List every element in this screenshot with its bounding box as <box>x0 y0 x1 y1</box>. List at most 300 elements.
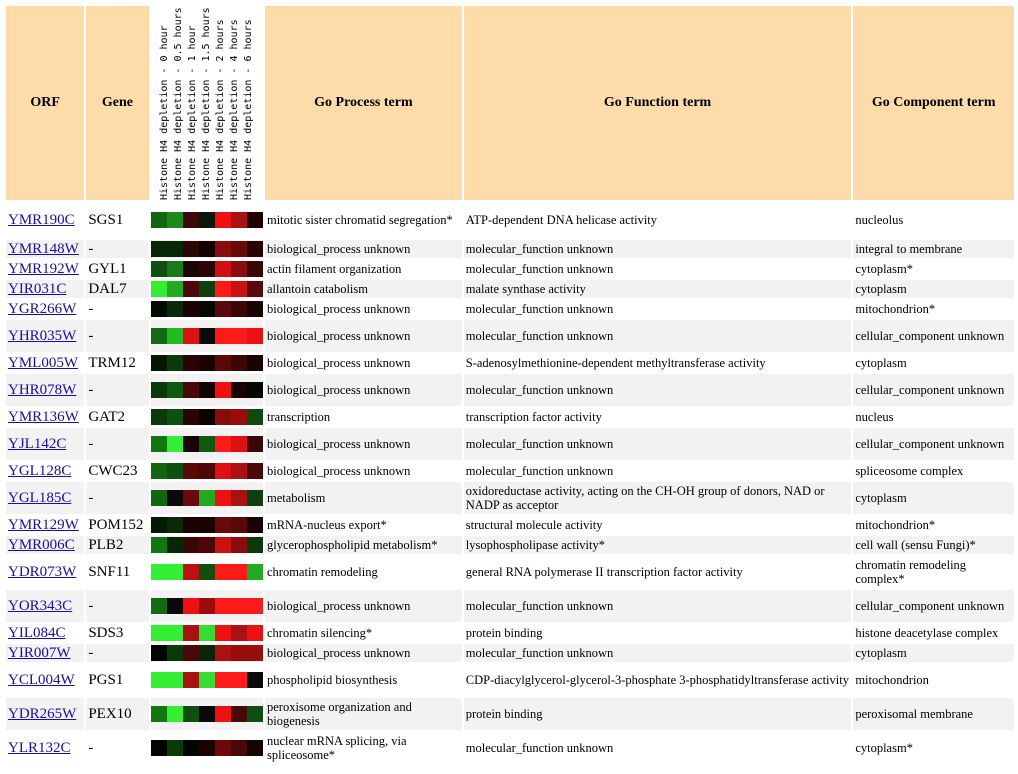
heatmap-swatch <box>183 328 199 344</box>
orf-cell <box>6 462 84 480</box>
heatmap-cell <box>151 374 263 406</box>
heatmap-swatch <box>231 281 247 297</box>
heatmap-swatch <box>215 281 231 297</box>
heatmap-swatch <box>247 261 263 277</box>
heatmap-cell <box>151 482 263 514</box>
table-row <box>6 462 1014 480</box>
timepoint-label: Histone H4 depletion - 0 hour <box>158 25 170 200</box>
table-row <box>6 260 1014 278</box>
heatmap-swatch <box>199 301 215 317</box>
orf-link[interactable]: YIR007W <box>8 645 71 661</box>
table-row <box>6 644 1014 662</box>
heatmap-swatch <box>151 645 167 661</box>
heatmap-swatch <box>167 261 183 277</box>
heatmap-swatch <box>215 241 231 257</box>
component-cell: integral to membrane <box>853 240 1014 258</box>
heatmap-swatch <box>151 625 167 641</box>
heatmap-cell <box>151 462 263 480</box>
component-cell: cellular_component unknown <box>853 320 1014 352</box>
heatmap-swatch <box>215 382 231 398</box>
orf-header: ORF <box>6 6 84 200</box>
component-cell: cytoplasm <box>853 354 1014 372</box>
heatmap-cell <box>151 320 263 352</box>
orf-link[interactable]: YHR078W <box>8 382 77 398</box>
orf-cell <box>6 202 84 238</box>
orf-link[interactable]: YMR192W <box>8 261 79 277</box>
heatmap-swatch <box>183 625 199 641</box>
heatmap-swatch <box>167 436 183 452</box>
timepoint-label: Histone H4 depletion - 1.5 hours <box>200 7 212 200</box>
heatmap-swatch <box>247 740 263 756</box>
heatmap-cell <box>151 428 263 460</box>
heatmap-swatch <box>231 740 247 756</box>
orf-link[interactable]: YMR136W <box>8 409 79 425</box>
orf-link[interactable]: YGL128C <box>8 463 72 479</box>
process-cell: biological_process unknown <box>265 374 462 406</box>
heatmap-swatch <box>167 645 183 661</box>
gene-cell: CWC23 <box>86 462 148 480</box>
heatmap-swatch <box>183 598 199 614</box>
gene-cell: PGS1 <box>86 664 148 696</box>
heatmap-swatch <box>183 564 199 580</box>
heatmap-swatch <box>151 490 167 506</box>
heatmap-swatch <box>151 261 167 277</box>
heatmap-cell <box>151 732 263 764</box>
table-row <box>6 428 1014 460</box>
heatmap-swatch <box>215 564 231 580</box>
heatmap-swatch <box>199 261 215 277</box>
function-cell: molecular_function unknown <box>464 374 852 406</box>
gene-cell: - <box>86 644 148 662</box>
heatmap-swatch <box>167 382 183 398</box>
function-cell: molecular_function unknown <box>464 240 852 258</box>
orf-link[interactable]: YIR031C <box>8 281 67 297</box>
orf-cell <box>6 320 84 352</box>
table-row <box>6 664 1014 696</box>
heatmap-swatch <box>151 355 167 371</box>
process-cell: peroxisome organization and biogenesis <box>265 698 462 730</box>
heatmap-cell <box>151 354 263 372</box>
heatmap-swatch <box>231 382 247 398</box>
function-cell: molecular_function unknown <box>464 320 852 352</box>
heatmap-cell <box>151 280 263 298</box>
heatmap-cell <box>151 202 263 238</box>
heatmap-swatch <box>167 564 183 580</box>
heatmap-strip <box>151 261 263 277</box>
heatmap-swatch <box>151 740 167 756</box>
table-row <box>6 624 1014 642</box>
heatmap-swatch <box>183 261 199 277</box>
orf-link[interactable]: YDR265W <box>8 706 77 722</box>
component-cell: cytoplasm <box>853 644 1014 662</box>
function-cell: transcription factor activity <box>464 408 852 426</box>
orf-link[interactable]: YDR073W <box>8 564 77 580</box>
process-cell: glycerophospholipid metabolism* <box>265 536 462 554</box>
heatmap-swatch <box>167 625 183 641</box>
process-cell: metabolism <box>265 482 462 514</box>
function-cell: molecular_function unknown <box>464 428 852 460</box>
orf-link[interactable]: YMR148W <box>8 241 79 257</box>
process-cell: biological_process unknown <box>265 428 462 460</box>
timepoint-label: Histone H4 depletion - 1 hour <box>186 25 198 200</box>
heatmap-strip <box>151 409 263 425</box>
heatmap-swatch <box>215 490 231 506</box>
heatmap-swatch <box>151 598 167 614</box>
table-row <box>6 732 1014 764</box>
component-cell: spliceosome complex <box>853 462 1014 480</box>
heatmap-swatch <box>167 517 183 533</box>
gene-cell: DAL7 <box>86 280 148 298</box>
table-row <box>6 202 1014 238</box>
table-row <box>6 300 1014 318</box>
heatmap-swatch <box>183 409 199 425</box>
heatmap-swatch <box>231 328 247 344</box>
orf-link[interactable]: YMR006C <box>8 537 75 553</box>
heatmap-swatch <box>215 355 231 371</box>
component-cell: cellular_component unknown <box>853 374 1014 406</box>
component-cell: mitochondrion <box>853 664 1014 696</box>
heatmap-swatch <box>167 463 183 479</box>
heatmap-swatch <box>199 537 215 553</box>
orf-link[interactable]: YGL185C <box>8 490 72 506</box>
heatmap-swatch <box>199 564 215 580</box>
function-cell: malate synthase activity <box>464 280 852 298</box>
orf-cell <box>6 516 84 534</box>
heatmap-strip <box>151 706 263 722</box>
gene-cell: GYL1 <box>86 260 148 278</box>
gene-cell: GAT2 <box>86 408 148 426</box>
heatmap-strip <box>151 328 263 344</box>
component-cell: chromatin remodeling complex* <box>853 556 1014 588</box>
process-cell: biological_process unknown <box>265 590 462 622</box>
heatmap-swatch <box>183 672 199 688</box>
timepoint-label: Histone H4 depletion - 4 hours <box>228 19 240 200</box>
orf-link[interactable]: YGR266W <box>8 301 77 317</box>
function-cell: ATP-dependent DNA helicase activity <box>464 202 852 238</box>
heatmap-swatch <box>215 409 231 425</box>
gene-header: Gene <box>86 6 148 200</box>
function-header: Go Function term <box>464 6 852 200</box>
component-cell: peroxisomal membrane <box>853 698 1014 730</box>
heatmap-swatch <box>183 537 199 553</box>
heatmap-cell <box>151 408 263 426</box>
heatmap-swatch <box>247 625 263 641</box>
process-cell: biological_process unknown <box>265 320 462 352</box>
orf-cell <box>6 590 84 622</box>
heatmap-swatch <box>167 598 183 614</box>
heatmap-swatch <box>247 382 263 398</box>
gene-cell: - <box>86 240 148 258</box>
heatmap-swatch <box>215 328 231 344</box>
heatmap-swatch <box>247 409 263 425</box>
process-cell: biological_process unknown <box>265 644 462 662</box>
orf-link[interactable]: YCL004W <box>8 672 75 688</box>
component-cell: mitochondrion* <box>853 516 1014 534</box>
orf-link[interactable]: YOR343C <box>8 598 73 614</box>
timepoint-label: Histone H4 depletion - 2 hours <box>214 19 226 200</box>
heatmap-swatch <box>199 409 215 425</box>
heatmap-swatch <box>199 706 215 722</box>
heatmap-swatch <box>151 409 167 425</box>
component-cell: cytoplasm <box>853 280 1014 298</box>
gene-cell: - <box>86 590 148 622</box>
heatmap-swatch <box>231 537 247 553</box>
table-row <box>6 590 1014 622</box>
heatmap-swatch <box>183 281 199 297</box>
gene-cell: TRM12 <box>86 354 148 372</box>
heatmap-swatch <box>231 517 247 533</box>
heatmap-swatch <box>199 517 215 533</box>
heatmap-swatch <box>247 281 263 297</box>
heatmap-swatch <box>199 382 215 398</box>
process-cell: phospholipid biosynthesis <box>265 664 462 696</box>
orf-cell <box>6 354 84 372</box>
heatmap-swatch <box>183 645 199 661</box>
heatmap-swatch <box>167 355 183 371</box>
function-cell: CDP-diacylglycerol-glycerol-3-phosphate 3-phosphatidyltransferase activity <box>464 664 852 696</box>
heatmap-strip <box>151 382 263 398</box>
heatmap-swatch <box>151 672 167 688</box>
heatmap-swatch <box>231 301 247 317</box>
timepoint-label: Histone H4 depletion - 0.5 hours <box>172 7 184 200</box>
gene-cell: SGS1 <box>86 202 148 238</box>
orf-cell <box>6 408 84 426</box>
timepoint-headers <box>151 6 263 200</box>
process-cell: biological_process unknown <box>265 240 462 258</box>
heatmap-swatch <box>215 598 231 614</box>
orf-cell <box>6 698 84 730</box>
heatmap-swatch <box>199 490 215 506</box>
orf-cell <box>6 482 84 514</box>
heatmap-swatch <box>199 355 215 371</box>
function-cell: oxidoreductase activity, acting on the CH-OH group of donors, NAD or NADP as acceptor <box>464 482 852 514</box>
heatmap-swatch <box>167 672 183 688</box>
heatmap-swatch <box>167 537 183 553</box>
heatmap-swatch <box>199 672 215 688</box>
heatmap-strip <box>151 672 263 688</box>
heatmap-cell <box>151 536 263 554</box>
heatmap-strip <box>151 564 263 580</box>
heatmap-swatch <box>151 328 167 344</box>
table-row <box>6 516 1014 534</box>
orf-link[interactable]: YMR190C <box>8 212 75 228</box>
function-cell: molecular_function unknown <box>464 644 852 662</box>
process-cell: mitotic sister chromatid segregation* <box>265 202 462 238</box>
heatmap-swatch <box>183 517 199 533</box>
gene-cell: PLB2 <box>86 536 148 554</box>
heatmap-swatch <box>215 706 231 722</box>
heatmap-swatch <box>215 436 231 452</box>
header-row <box>6 6 1014 200</box>
timepoint-label: Histone H4 depletion - 6 hours <box>242 19 254 200</box>
heatmap-swatch <box>231 706 247 722</box>
heatmap-strip <box>151 645 263 661</box>
heatmap-swatch <box>247 241 263 257</box>
heatmap-swatch <box>247 645 263 661</box>
table-row <box>6 698 1014 730</box>
heatmap-swatch <box>151 281 167 297</box>
heatmap-swatch <box>151 706 167 722</box>
heatmap-swatch <box>199 212 215 228</box>
heatmap-swatch <box>151 301 167 317</box>
heatmap-swatch <box>215 517 231 533</box>
table-row <box>6 536 1014 554</box>
heatmap-swatch <box>183 301 199 317</box>
function-cell: protein binding <box>464 698 852 730</box>
heatmap-swatch <box>167 281 183 297</box>
component-cell: cellular_component unknown <box>853 590 1014 622</box>
heatmap-swatch <box>231 598 247 614</box>
process-cell: biological_process unknown <box>265 462 462 480</box>
function-cell: general RNA polymerase II transcription factor activity <box>464 556 852 588</box>
heatmap-swatch <box>247 355 263 371</box>
function-cell: molecular_function unknown <box>464 260 852 278</box>
heatmap-swatch <box>231 212 247 228</box>
orf-link[interactable]: YJL142C <box>8 436 67 452</box>
gene-cell: - <box>86 300 148 318</box>
heatmap-strip <box>151 241 263 257</box>
heatmap-swatch <box>199 645 215 661</box>
heatmap-swatch <box>231 645 247 661</box>
heatmap-cell <box>151 240 263 258</box>
heatmap-cell <box>151 590 263 622</box>
heatmap-strip <box>151 625 263 641</box>
heatmap-swatch <box>215 740 231 756</box>
heatmap-strip <box>151 355 263 371</box>
process-cell: transcription <box>265 408 462 426</box>
orf-link[interactable]: YLR132C <box>8 740 71 756</box>
orf-cell <box>6 260 84 278</box>
heatmap-swatch <box>215 537 231 553</box>
heatmap-swatch <box>167 328 183 344</box>
heatmap-swatch <box>151 517 167 533</box>
table-row <box>6 374 1014 406</box>
orf-link[interactable]: YMR129W <box>8 517 79 533</box>
heatmap-cell <box>151 556 263 588</box>
component-cell: nucleus <box>853 408 1014 426</box>
heatmap-strip <box>151 212 263 228</box>
function-cell: protein binding <box>464 624 852 642</box>
orf-link[interactable]: YML005W <box>8 355 78 371</box>
heatmap-swatch <box>167 490 183 506</box>
gene-expression-table <box>4 4 1016 766</box>
orf-cell <box>6 300 84 318</box>
heatmap-strip <box>151 301 263 317</box>
table-row <box>6 280 1014 298</box>
heatmap-swatch <box>215 212 231 228</box>
heatmap-swatch <box>199 328 215 344</box>
heatmap-swatch <box>247 463 263 479</box>
heatmap-swatch <box>231 672 247 688</box>
heatmap-cell <box>151 698 263 730</box>
heatmap-swatch <box>247 598 263 614</box>
heatmap-swatch <box>231 625 247 641</box>
orf-link[interactable]: YHR035W <box>8 328 77 344</box>
heatmap-swatch <box>183 706 199 722</box>
heatmap-swatch <box>167 241 183 257</box>
heatmap-strip <box>151 517 263 533</box>
orf-cell <box>6 428 84 460</box>
process-cell: chromatin silencing* <box>265 624 462 642</box>
function-cell: molecular_function unknown <box>464 590 852 622</box>
process-cell: mRNA-nucleus export* <box>265 516 462 534</box>
function-cell: structural molecule activity <box>464 516 852 534</box>
heatmap-swatch <box>199 241 215 257</box>
heatmap-swatch <box>215 463 231 479</box>
heatmap-strip <box>151 598 263 614</box>
heatmap-swatch <box>215 301 231 317</box>
heatmap-swatch <box>151 564 167 580</box>
heatmap-swatch <box>231 409 247 425</box>
gene-cell: - <box>86 374 148 406</box>
heatmap-strip <box>151 740 263 756</box>
heatmap-strip <box>151 436 263 452</box>
gene-cell: PEX10 <box>86 698 148 730</box>
process-cell: nuclear mRNA splicing, via spliceosome* <box>265 732 462 764</box>
gene-cell: POM152 <box>86 516 148 534</box>
heatmap-strip <box>151 281 263 297</box>
orf-cell <box>6 624 84 642</box>
heatmap-swatch <box>151 436 167 452</box>
heatmap-swatch <box>231 355 247 371</box>
heatmap-cell <box>151 516 263 534</box>
heatmap-swatch <box>247 537 263 553</box>
heatmap-swatch <box>247 564 263 580</box>
heatmap-swatch <box>199 436 215 452</box>
heatmap-strip <box>151 537 263 553</box>
gene-cell: SDS3 <box>86 624 148 642</box>
heatmap-swatch <box>247 706 263 722</box>
heatmap-swatch <box>151 463 167 479</box>
heatmap-swatch <box>215 645 231 661</box>
heatmap-swatch <box>167 301 183 317</box>
component-cell: cytoplasm <box>853 482 1014 514</box>
table-row <box>6 408 1014 426</box>
orf-cell <box>6 280 84 298</box>
heatmap-swatch <box>183 740 199 756</box>
table-row <box>6 482 1014 514</box>
process-cell: biological_process unknown <box>265 300 462 318</box>
heatmap-swatch <box>247 301 263 317</box>
heatmap-swatch <box>183 382 199 398</box>
orf-cell <box>6 240 84 258</box>
heatmap-swatch <box>231 490 247 506</box>
process-cell: chromatin remodeling <box>265 556 462 588</box>
heatmap-swatch <box>231 241 247 257</box>
process-cell: actin filament organization <box>265 260 462 278</box>
orf-link[interactable]: YIL084C <box>8 625 66 641</box>
heatmap-swatch <box>247 490 263 506</box>
heatmap-swatch <box>167 212 183 228</box>
heatmap-cell <box>151 624 263 642</box>
heatmap-swatch <box>247 672 263 688</box>
component-cell: histone deacetylase complex <box>853 624 1014 642</box>
table-row <box>6 320 1014 352</box>
gene-cell: - <box>86 482 148 514</box>
heatmap-swatch <box>215 672 231 688</box>
component-header: Go Component term <box>853 6 1014 200</box>
heatmap-cell <box>151 300 263 318</box>
process-header: Go Process term <box>265 6 462 200</box>
heatmap-swatch <box>151 382 167 398</box>
orf-cell <box>6 732 84 764</box>
heatmap-swatch <box>183 241 199 257</box>
heatmap-swatch <box>183 490 199 506</box>
process-cell: allantoin catabolism <box>265 280 462 298</box>
table-row <box>6 354 1014 372</box>
gene-cell: - <box>86 732 148 764</box>
heatmap-cell <box>151 664 263 696</box>
